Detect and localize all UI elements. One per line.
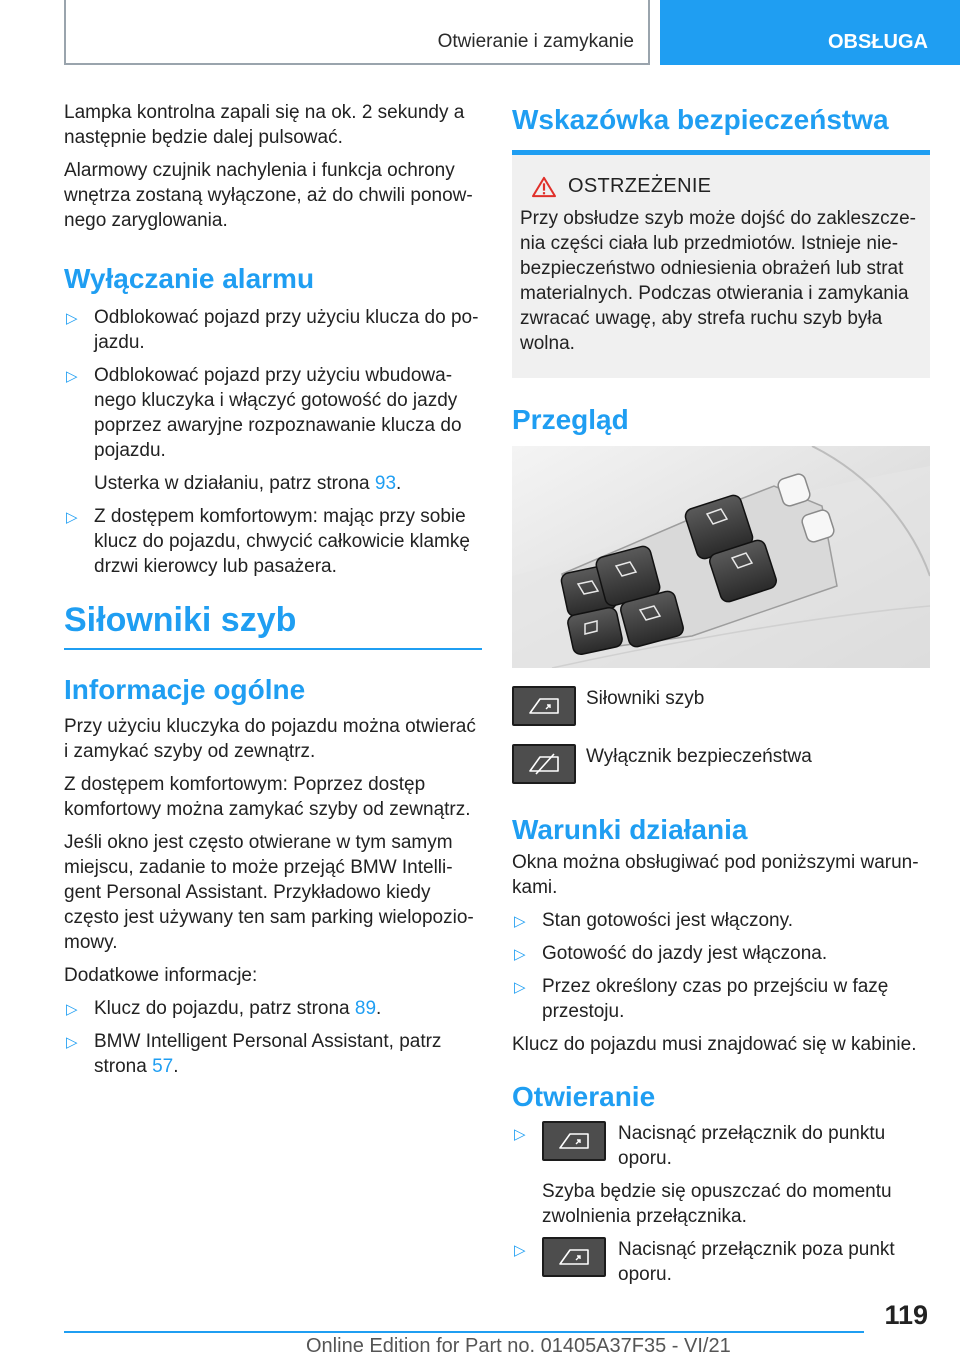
window-switch-icon [542,1237,606,1277]
window-switch-icon [542,1121,606,1161]
triangle-bullet-icon: ▷ [514,1126,526,1143]
triangle-bullet-icon: ▷ [514,979,526,996]
triangle-bullet-icon: ▷ [66,1001,78,1018]
more-info-list [64,996,482,1079]
header-section-title: Otwieranie i zamykanie [437,31,634,52]
triangle-bullet-icon: ▷ [66,310,78,327]
legend-row-safety-switch [512,744,930,784]
conditions-intro: Okna można obsługiwać pod poniższymi warunkami. [512,852,919,898]
intro-paragraph-1: Lampka kontrolna zapali się na ok. 2 sekundy a następnie będzie dalej pulsować. [64,102,465,148]
triangle-bullet-icon: ▷ [66,368,78,385]
list-item: ▷ Z dostępem komfortowym: mając przy sobie klucz do pojazdu, chwycić całkowicie klamkę drzwi kierowcy lub pasażera. [66,506,470,577]
list-item: ▷ Klucz do pojazdu, patrz strona 89. [64,996,482,1021]
legend-label: Siłowniki szyb [586,688,705,709]
header-section-box [64,0,650,65]
warning-text: Przy obsłudze szyb może dojść do zakleszczenia części ciała lub przedmiotów. Istnieje niebezpieczeństwo odniesienia obrażeń lub strat materialnych. Podczas otwierania i zamykania zwracać uwagę, aby strefa ruchu szyb była wolna. [520,208,916,354]
list-item: ▷ Gotowość do jazdy jest włączona. [512,941,930,966]
opening-list [512,1121,930,1287]
left-column [64,100,482,1087]
legend-row-window-switch [512,686,930,726]
window-switch-icon [512,686,576,726]
window-switch-panel-photo [512,446,930,668]
general-paragraph: Przy użyciu kluczyka do pojazdu można otwierać i zamykać szyby od zewnątrz. [64,716,476,762]
general-paragraph: Jeśli okno jest często otwierane w tym samym miejscu, zadanie to może przejąć BMW Intelligent Personal Assistant. Przykładowo kiedy często jest używany ten sam parking wielopoziomowy. [64,832,474,953]
intro-paragraph-2: Alarmowy czujnik nachylenia i funkcja ochrony wnętrza zostaną wyłączone, aż do chwili ponownego zaryglowania. [64,160,473,231]
page-link-57[interactable]: 57 [152,1056,174,1077]
triangle-bullet-icon: ▷ [66,509,78,526]
legend-label: Wyłącznik bezpieczeństwa [586,746,812,767]
triangle-bullet-icon: ▷ [514,913,526,930]
list-item: ▷ Nacisnąć przełącznik do punktu oporu. Szyba będzie się opuszczać do momentu zwolnienia przełącznika. [512,1121,930,1229]
list-item: ▷ Odblokować pojazd przy użyciu klucza do pojazdu. [66,307,479,353]
footer-edition: Online Edition for Part no. 01405A37F35 - VI/21 [306,1335,731,1357]
alarm-heading: Wyłączanie alarmu [64,263,315,294]
right-column [512,100,930,1295]
list-item: ▷ Przez określony czas po przejściu w fazę przestoju. [514,976,889,1022]
safety-heading: Wskazówka bezpieczeństwa [512,104,889,135]
conditions-heading: Warunki działania [512,814,748,845]
section-heading: Siłowniki szyb [64,601,482,650]
triangle-bullet-icon: ▷ [514,1242,526,1259]
page-link-93[interactable]: 93 [374,473,397,494]
footer-rule [64,1331,864,1333]
header-chapter-title: OBSŁUGA [828,31,928,53]
warning-triangle-icon [530,176,558,198]
alarm-sub-note: Usterka w działaniu, patrz strona 93. [94,473,402,494]
triangle-bullet-icon: ▷ [66,1034,78,1051]
general-paragraph: Z dostępem komfortowym: Poprzez dostęp komfortowy można zamykać szyby od zewnątrz. [64,774,471,820]
opening-heading: Otwieranie [512,1081,656,1112]
conditions-list [512,908,930,1024]
warning-box [512,155,930,378]
triangle-bullet-icon: ▷ [514,946,526,963]
page-number: 119 [884,1300,928,1330]
page-link-89[interactable]: 89 [354,998,377,1019]
safety-switch-icon [512,744,576,784]
list-item: ▷ Odblokować pojazd przy użyciu wbudowanego kluczyka i włączyć gotowość do jazdy poprzez awaryjne rozpoznawanie klucza do pojazdu. Usterka w działaniu, patrz strona 93. [64,363,482,496]
list-item: ▷ Nacisnąć przełącznik poza punkt oporu. [514,1239,895,1285]
list-item: ▷ Stan gotowości jest włączony. [512,908,930,933]
header-chapter-tab[interactable] [660,0,960,65]
conditions-outro: Klucz do pojazdu musi znajdować się w kabinie. [512,1034,917,1055]
list-item: ▷ BMW Intelligent Personal Assistant, patrz strona 57. [66,1031,442,1077]
warning-title: OSTRZEŻENIE [568,175,712,197]
alarm-list [64,305,482,579]
general-heading: Informacje ogólne [64,674,306,705]
overview-heading: Przegląd [512,404,629,435]
general-paragraph: Dodatkowe informacje: [64,965,258,986]
opening-sub-note: Szyba będzie się opuszczać do momentu zwolnienia przełącznika. [542,1181,892,1227]
